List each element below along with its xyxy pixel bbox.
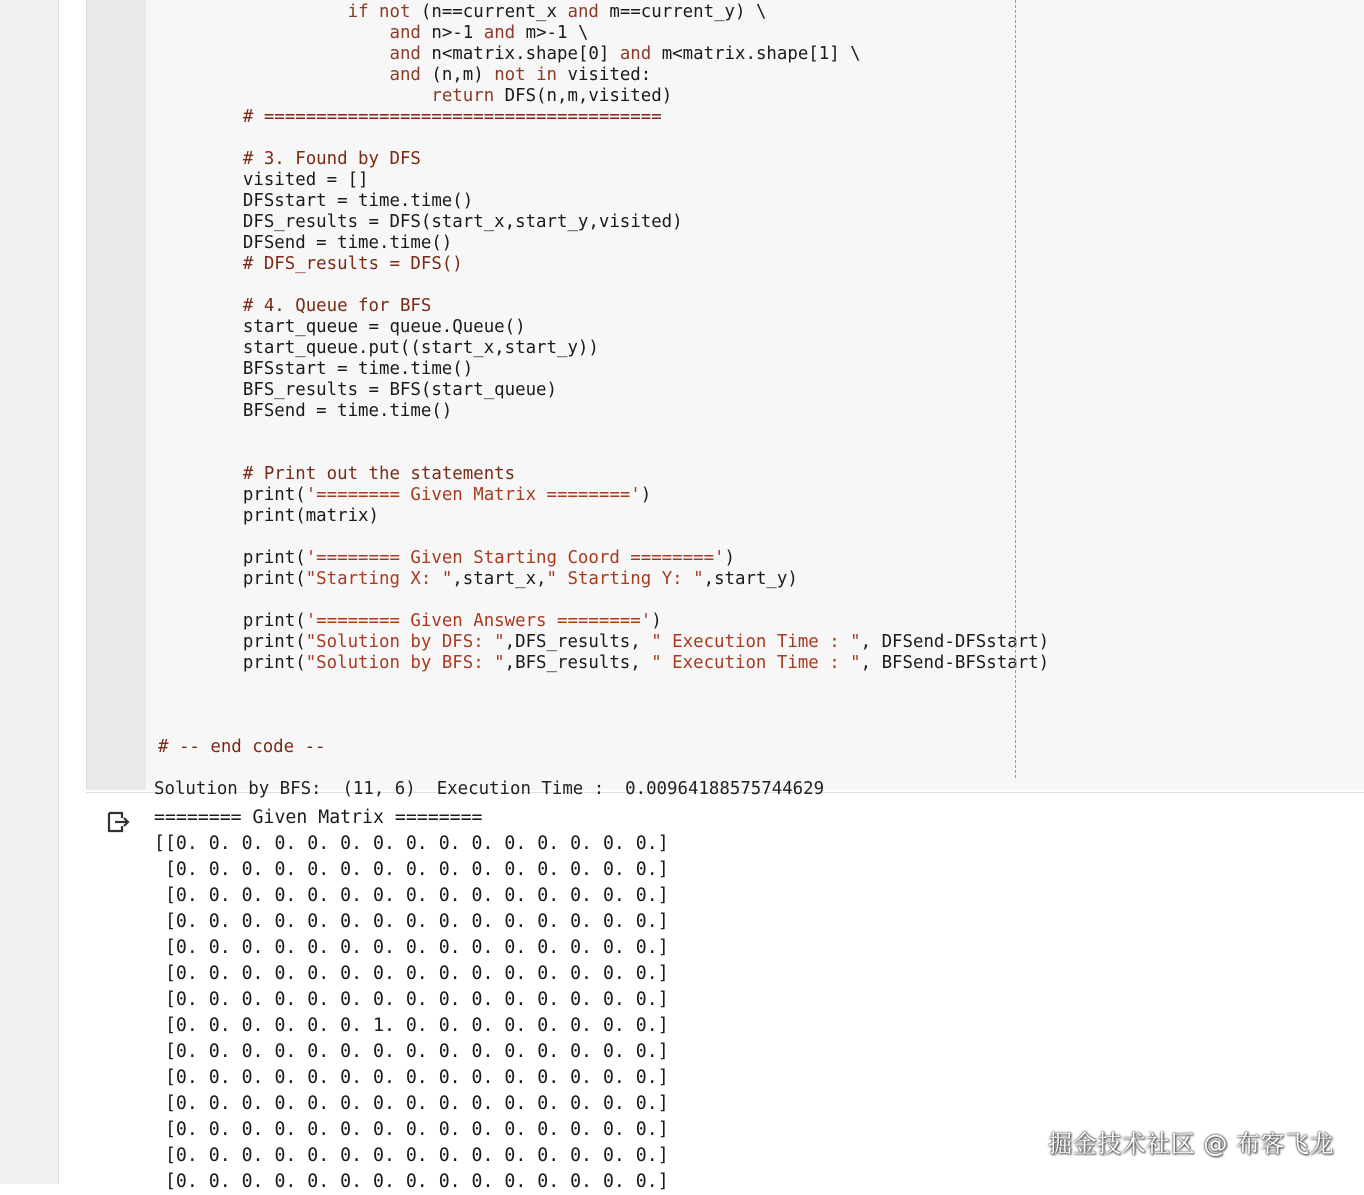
- code-line: [201, 65, 651, 86]
- code-line: [201, 464, 515, 485]
- notebook-left-margin: [0, 0, 59, 1184]
- code-token: '======== Given Answers ========': [305, 611, 652, 631]
- code-token: ): [724, 548, 735, 568]
- code-line: [201, 191, 473, 212]
- code-line: [201, 254, 463, 275]
- code-token: m>-1 \: [515, 23, 589, 43]
- code-token: # Print out the statements: [242, 464, 516, 484]
- code-token: ,BFS_results,: [504, 653, 652, 673]
- output-line: [0. 0. 0. 0. 0. 0. 0. 0. 0. 0. 0. 0. 0. 0. 0.]: [154, 1041, 669, 1062]
- code-token: [201, 254, 243, 274]
- output-line: [0. 0. 0. 0. 0. 0. 0. 0. 0. 0. 0. 0. 0. 0. 0.]: [154, 1067, 669, 1088]
- code-cell-gutter[interactable]: [86, 0, 147, 790]
- code-line: [201, 212, 683, 233]
- code-token: and: [567, 2, 599, 22]
- code-token: m<matrix.shape[1] \: [651, 44, 861, 64]
- code-line: [201, 569, 798, 590]
- code-line: [201, 107, 662, 128]
- code-token: "Starting X: ": [305, 569, 453, 589]
- output-line: [0. 0. 0. 0. 0. 0. 0. 0. 0. 0. 0. 0. 0. 0. 0.]: [154, 885, 669, 906]
- code-line: [201, 548, 735, 569]
- code-token: DFSstart = time.time(): [201, 191, 474, 211]
- code-line: [201, 170, 369, 191]
- code-token: print(: [201, 548, 306, 568]
- code-line: [201, 506, 379, 527]
- code-line: [201, 632, 1049, 653]
- code-line: [201, 485, 651, 506]
- code-line: [201, 359, 473, 380]
- output-redirect-icon[interactable]: [106, 810, 132, 834]
- code-token: [201, 23, 389, 43]
- code-token: BFS_results = BFS(start_queue): [201, 380, 557, 400]
- code-token: [201, 296, 243, 316]
- code-token: "Solution by DFS: ": [305, 632, 505, 652]
- code-token: DFSend = time.time(): [201, 233, 453, 253]
- output-line: [0. 0. 0. 0. 0. 0. 0. 0. 0. 0. 0. 0. 0. 0. 0.]: [154, 859, 669, 880]
- code-token: and: [389, 23, 421, 43]
- code-token: not in: [494, 65, 558, 85]
- code-token: return: [431, 86, 495, 106]
- output-line: [0. 0. 0. 0. 0. 0. 0. 0. 0. 0. 0. 0. 0. 0. 0.]: [154, 1093, 669, 1114]
- code-token: , DFSend-DFSstart): [860, 632, 1050, 652]
- code-token: print(: [201, 485, 306, 505]
- code-token: [201, 149, 243, 169]
- code-token: BFSstart = time.time(): [201, 359, 474, 379]
- code-token: ,start_y): [703, 569, 798, 589]
- code-token: # 4. Queue for BFS: [242, 296, 432, 316]
- code-line: [201, 380, 557, 401]
- code-token: print(matrix): [201, 506, 379, 526]
- code-line: [201, 149, 421, 170]
- code-token: # DFS_results = DFS(): [242, 254, 463, 274]
- code-token: [201, 107, 243, 127]
- output-line: [0. 0. 0. 0. 0. 0. 1. 0. 0. 0. 0. 0. 0. 0. 0.]: [154, 1015, 669, 1036]
- code-token: ,DFS_results,: [504, 632, 652, 652]
- code-token: n<matrix.shape[0]: [420, 44, 620, 64]
- code-token: DFS(n,m,visited): [494, 86, 673, 106]
- watermark-text: 掘金技术社区 @ 布客飞龙: [1048, 1130, 1334, 1158]
- code-line: [201, 23, 588, 44]
- output-line: [0. 0. 0. 0. 0. 0. 0. 0. 0. 0. 0. 0. 0. 0. 0.]: [154, 1119, 669, 1140]
- code-line: [201, 86, 672, 107]
- code-line: [201, 233, 452, 254]
- output-line: [0. 0. 0. 0. 0. 0. 0. 0. 0. 0. 0. 0. 0. 0. 0.]: [154, 1171, 669, 1192]
- code-token: and: [619, 44, 652, 64]
- code-token: DFS_results = DFS(start_x,start_y,visited): [201, 212, 683, 232]
- output-line: [0. 0. 0. 0. 0. 0. 0. 0. 0. 0. 0. 0. 0. 0. 0.]: [154, 963, 669, 984]
- code-token: print(: [201, 569, 306, 589]
- code-token: " Execution Time : ": [651, 632, 861, 652]
- code-token: [201, 2, 348, 22]
- code-line: [201, 317, 526, 338]
- output-line: [[0. 0. 0. 0. 0. 0. 0. 0. 0. 0. 0. 0. 0. 0. 0.]: [154, 833, 669, 854]
- code-token: '======== Given Starting Coord ========': [305, 548, 725, 568]
- code-token: ,start_x,: [452, 569, 547, 589]
- code-line: [158, 737, 326, 758]
- code-token: # -- end code --: [158, 737, 326, 757]
- code-line: [201, 44, 861, 65]
- code-token: and: [389, 65, 421, 85]
- code-line: [201, 296, 431, 317]
- clipped-output-line: Solution by BFS: (11, 6) Execution Time : 0.00964188575744629: [154, 779, 825, 799]
- code-cell-editor[interactable]: [146, 0, 1364, 790]
- code-token: (n==current_x: [410, 2, 568, 22]
- code-line: [201, 401, 452, 422]
- code-token: print(: [201, 632, 306, 652]
- code-token: start_queue.put((start_x,start_y)): [201, 338, 599, 358]
- output-line: [0. 0. 0. 0. 0. 0. 0. 0. 0. 0. 0. 0. 0. 0. 0.]: [154, 1145, 669, 1166]
- code-token: ): [651, 611, 662, 631]
- code-token: n>-1: [420, 23, 484, 43]
- code-line: [201, 653, 1049, 674]
- code-token: " Starting Y: ": [546, 569, 704, 589]
- code-token: '======== Given Matrix ========': [305, 485, 641, 505]
- code-token: ): [640, 485, 652, 505]
- code-line: [201, 338, 599, 359]
- code-token: print(: [201, 653, 306, 673]
- code-line: [201, 611, 662, 632]
- code-token: [201, 464, 243, 484]
- code-token: , BFSend-BFSstart): [860, 653, 1050, 673]
- code-token: [201, 65, 389, 85]
- code-token: (n,m): [420, 65, 495, 85]
- code-token: print(: [201, 611, 306, 631]
- code-token: if not: [347, 2, 411, 22]
- code-token: BFSend = time.time(): [201, 401, 453, 421]
- code-token: "Solution by BFS: ": [305, 653, 505, 673]
- code-token: visited = []: [201, 170, 369, 190]
- code-line: [201, 2, 766, 23]
- output-line: ======== Given Matrix ========: [154, 807, 483, 828]
- code-token: m==current_y) \: [598, 2, 767, 22]
- line-length-ruler: [1015, 0, 1016, 778]
- output-line: [0. 0. 0. 0. 0. 0. 0. 0. 0. 0. 0. 0. 0. 0. 0.]: [154, 911, 669, 932]
- code-token: and: [483, 23, 516, 43]
- output-line: [0. 0. 0. 0. 0. 0. 0. 0. 0. 0. 0. 0. 0. 0. 0.]: [154, 937, 669, 958]
- code-token: start_queue = queue.Queue(): [201, 317, 526, 337]
- code-token: [201, 44, 389, 64]
- code-token: # 3. Found by DFS: [242, 149, 421, 169]
- code-token: [201, 86, 431, 106]
- code-token: and: [389, 44, 421, 64]
- code-token: # ======================================: [242, 107, 662, 127]
- output-line: [0. 0. 0. 0. 0. 0. 0. 0. 0. 0. 0. 0. 0. 0. 0.]: [154, 989, 669, 1010]
- code-token: " Execution Time : ": [651, 653, 861, 673]
- code-token: visited:: [557, 65, 652, 85]
